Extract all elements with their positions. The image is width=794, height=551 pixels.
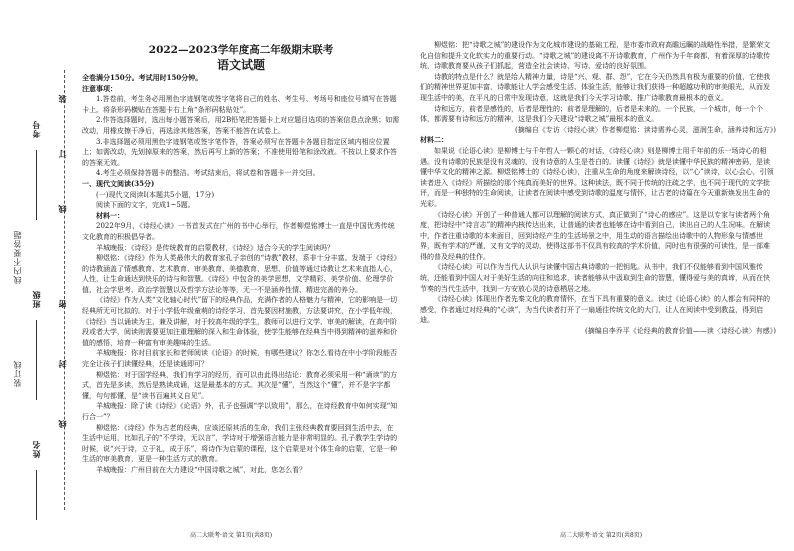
- passage-paragraph: 诗教的特点是什么？就是给人精神力量，诗是“兴、观、群、怨”，它在今天仍然具有极为重要的价值，它使我们的精神世界更加丰富，诗歌能让人学会感受生活、体验生活，能够让我们获得一种超越功利的审美眼光，从而发现生活中的美，在平凡的日常中发现诗意，这就是我们今天学习诗歌、推广诗歌教育最根本的意义。: [420, 72, 771, 102]
- passage-paragraph: 《诗经》作为人类“文化轴心时代”留下的经典作品，充满作者的人格魅力与精神，它的影响是一切经典所无可比拟的。对于小学低年级童萌的诗经学习，首先要因材施教，方法要讲究，在小学低年级，《诗经》当以诵读为主，兼及讲解，对于较高年级的学生，教师可以进行文学、审美的解读，在高中阶段或者大学，阅读则需要更加注重理解的深入和生命体验，使学生能够在经典当中得到精神的滋养和价值的感悟，培育一种富有审美趣味的生活。: [82, 296, 398, 347]
- material-label: 材料二：: [420, 135, 448, 145]
- binding-warning: 线内不要答题: [13, 230, 22, 284]
- binding-mark: 密: [57, 300, 67, 308]
- source-citation: (摘编自李乔平《论经典的教育价值——读〈诗经心读〉有感》): [585, 327, 776, 336]
- passage-paragraph: 诗和远方，前者是感性的，后者是理性的；前者是理解的，后者是未来的。一个民族，一个城市，每一个个体，都需要有诗和远方的精神，这是我们今天建设“诗歌之城”最根本的意义。: [420, 104, 763, 124]
- passage-paragraph: 柳煜铭：《诗经》作为古老的经典，应该还原其活的生命，我们主张经典教育要回到生活中去，在生活中运用，比如孔子的“不学诗，无以言”，学诗对于增强语言能力是非常明显的。孔子教学生学诗的时候，说“兴于诗，立于礼，成于乐”，将诗作为启蒙的课程，这个启蒙是对个体生命的启蒙，它是一种生活的审美教育，更是一种生活方式的教育。: [82, 423, 398, 464]
- note-item: 1.答卷前，考生务必用黑色字迹钢笔或签字笔将自己的姓名、考生号、考场号和座位号填写在答题卡上。将条形码横贴在答题卡右上角“条形码粘贴处”。: [82, 95, 397, 114]
- left-column: [82, 0, 400, 476]
- exam-meta: 全卷满分150分。考试用时150分钟。: [82, 73, 203, 82]
- passage-paragraph: 《诗经心读》开创了一种普通人都可以理解的阅读方式，真正做到了“诗心的感应”。这是以专家与读者两个角度，把诗经中“诗言志”的精神内核传达出来，让普通的读者也能够在诗中看到自己，读出自己的人生况味。在解读中，作者注重诗歌的本来面目，回到诗经产生的生活场景之中，用生动的语言描绘出诗歌中的人物形象与情感世界，既有学术的严谨，又有文学的灵动，使得这部书不仅具有较高的学术价值，同时也有很强的可读性，是一部难得的普及经典的佳作。: [420, 210, 771, 261]
- exam-number-label: 考号: [31, 120, 41, 138]
- class-blank: [36, 320, 37, 400]
- instructions: 阅读下面的文字，完成1~5题。: [96, 201, 195, 210]
- name-blank: [36, 470, 37, 520]
- name-label: 姓名: [31, 440, 41, 458]
- passage-paragraph: 2022年9月，《诗经心读》一书首发式在广州的书中心举行，作者柳煜铭博士一直是中国优秀传统文化教育的积极倡导者。: [82, 222, 395, 241]
- passage-paragraph: 羊城晚报：除了读《诗经》《论语》外，孔子也强调“学以致用”，那么，在诗经教育中如何实现“知行合一”？: [82, 402, 398, 421]
- page-footer-right: 高二大联考·语文 第2页(共8页): [560, 532, 643, 539]
- notes-label: 注意事项：: [82, 83, 117, 93]
- exam-subtitle: 语文试题: [216, 58, 265, 72]
- passage-paragraph: 羊城晚报：你对目前家长和老师阅读《论语》的时候，有哪些建议？你怎么看待在中小学阶段能否完全让孩子们读懂经典，还是读通即可？: [82, 349, 397, 369]
- binding-mark: 装: [57, 95, 67, 103]
- binding-dashed-line: [64, 70, 65, 510]
- binding-mark: 订: [57, 150, 67, 158]
- passage-paragraph: 柳煜铭：把“诗歌之城”的建设作为文化城市建设的基础工程，是市委市政府高瞻远瞩的战略性举措，是繁荣文化自信和提升文化软实力的重要行动。“诗歌之城”的建设离不开诗歌教育，广州作为千年商都，有着深厚的诗歌传统，诗歌教育要从孩子们抓起，营造全社会读诗、写诗、爱诗的良好氛围。: [420, 41, 771, 71]
- passage-paragraph: 《诗经心读》体现出作者先秦文化的教育情怀，在当下具有重要的意义。读过《论语心读》的人都会有同样的感受，作者通过对经典的“心读”，为当代读者打开了一扇通往传统文化的大门，让人在阅读中受到教益，得到启迪。: [420, 295, 770, 325]
- binding-margin: [0, 0, 66, 551]
- passage-paragraph: 柳煜铭：对于国学经典，我们有学习的经历，而可以由此得出结论：教育必须采用一种“诵读”的方式，首先是多读，然后是熟读成诵，这是最基本的方式。其次是“懂”，当然这个“懂”，并不是字字都懂，句句都懂，是“读书百遍其义自见”。: [82, 370, 398, 400]
- page-footer-left: 高二大联考·语文 第1页(共8页): [190, 532, 273, 539]
- material-label: 材料一：: [96, 210, 124, 220]
- passage-paragraph: 《诗经心读》可以作为当代人认识与读懂中国古典诗歌的一把钥匙。从书中，我们不仅能够看到中国风雅传统，还能看到中国人对于美好生活的向往和追求，读者能够从中汲取到生命的智慧，懂得爱与美的真谛，从而在快节奏的当代生活中，找到一方安放心灵的诗意栖居之地。: [420, 263, 770, 293]
- binding-mark: 线: [57, 205, 67, 213]
- class-label: 班级: [31, 290, 41, 308]
- binding-zhuangding: 装订线: [13, 360, 22, 387]
- exam-number-blank: [36, 150, 37, 220]
- right-column: [420, 40, 776, 337]
- note-item: 3.非选择题必须用黑色字迹钢笔或签字笔作答，答案必须写在答题卡各题目指定区域内相应位置上；如需改动，先划掉原来的答案，然后再写上新的答案；不准使用铅笔和涂改液。不按以上要求作答的答案无效。: [82, 137, 397, 167]
- passage-paragraph: 羊城晚报：《诗经》是传统教育的启蒙教材，《诗经》适合今天的学生阅读吗？: [96, 243, 334, 252]
- binding-mark: 线: [57, 420, 67, 428]
- note-item: 4.考生必须保持答题卡的整洁。考试结束后，将试卷和答题卡一并交回。: [96, 169, 320, 178]
- passage-paragraph: 柳煜铭：《诗经》作为人类最伟大的教育家孔子亲创的“诗教”教材，系非十分丰富。发端于《诗经》的诗教涵盖了情感教育、艺术教育、审美教育、美德教育、思想、价值等通过诗教让艺术来直指人心，人性，让生命通达到快乐的诗与和智慧。《诗经》中包含的美学思想，文学精彩、美学价值、伦理学价值、社会学思考、政治学智慧以及哲学方法论等等，无一不是涵养性情、精进完善的养分。: [82, 254, 398, 294]
- binding-mark: 封: [57, 360, 67, 368]
- passage-paragraph: 羊城晚报：广州目前在大力建设“中国诗歌之城”，对此，您怎么看？: [96, 465, 307, 474]
- source-citation: (摘编自《专访〈诗经心读〉作者柳煜铭：读诗需养心灵，滋润生命，涵养诗和远方》): [515, 125, 776, 134]
- passage-paragraph: 如果说《论语心读》是柳博士与千年哲人一颗心的对话，《诗经心读》则是柳博士用千年前的乐一场诗心的相遇。没有诗歌的民族是没有灵魂的，没有诗意的人生是苍白的。读懂《诗经》就是读懂中华民族的精神密码，是读懂中华文化的精神之源。柳煜铭博士的《诗经心读》，注重从生命的角度来解读诗经，以“心”读诗，以心会心，引领读者进入《诗经》所描绘的那个纯真而美好的世界。这种读法，既不同于传统的注疏之学，也不同于现代的文学批评，而是一种独特的生命阅读，让读者在阅读中感受到诗歌的温度与情怀，让古老的诗篇在今天重新焕发出生命的光彩。: [420, 146, 774, 208]
- note-item: 2.作答选择题时，选出每小题答案后，用2B铅笔把答题卡上对应题目选项的答案信息点涂黑；如需改动，用橡皮擦干净后，再选涂其他答案，答案不能答在试卷上。: [82, 116, 400, 135]
- section-heading: 一、现代文阅读(35分): [82, 178, 155, 188]
- exam-title: 2022—2023学年度高二年级期末联考: [148, 44, 334, 56]
- subsection-heading: (一)现代文阅读Ⅰ(本题共5小题，17分): [96, 190, 215, 199]
